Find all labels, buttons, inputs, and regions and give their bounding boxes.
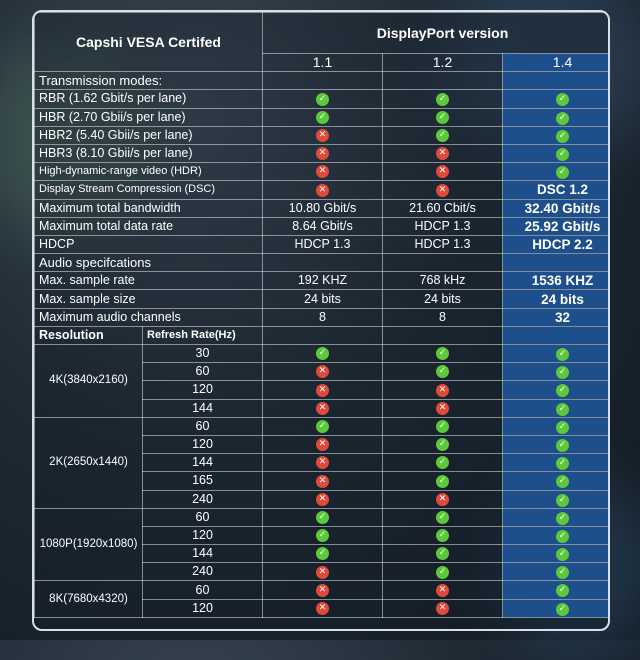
value-cell [263,363,383,381]
cross-circle-icon: ✕ [316,402,329,415]
cross-circle-icon: ✕ [316,384,329,397]
refresh-rate: 120 [143,435,263,453]
cross-circle-icon: ✕ [436,402,449,415]
value-cell [383,363,503,381]
value-cell [263,181,383,199]
value-cell: HDCP 1.3 [263,235,383,253]
row-label: HDCP [35,235,263,253]
refresh-rate: 60 [143,363,263,381]
value-cell [383,345,503,363]
value-cell [503,381,611,399]
check-circle-icon: ✓ [316,420,329,433]
displayport-comparison-table [34,12,610,618]
check-circle-icon: ✓ [556,475,569,488]
value-cell: 8 [263,308,383,326]
value-cell [263,435,383,453]
check-circle-icon: ✓ [556,384,569,397]
row-label: HBR2 (5.40 Gbii/s per lane) [35,126,263,144]
table-row [35,508,611,526]
value-cell [383,163,503,181]
value-cell [503,108,611,126]
check-circle-icon: ✓ [316,347,329,360]
empty-cell [263,254,383,272]
value-cell [263,599,383,617]
table-title: Capshi VESA Certifed [35,13,263,72]
value-cell [503,435,611,453]
refresh-rate: 60 [143,417,263,435]
cross-circle-icon: ✕ [436,602,449,615]
refresh-rate: 120 [143,381,263,399]
value-cell [503,454,611,472]
cross-circle-icon: ✕ [316,129,329,142]
empty-cell [383,326,503,344]
value-cell [503,526,611,544]
check-circle-icon: ✓ [556,93,569,106]
empty-cell [383,254,503,272]
cross-circle-icon: ✕ [316,165,329,178]
resolution-name: 1080P(1920x1080) [35,508,143,581]
empty-cell [503,254,611,272]
section-row [35,254,611,272]
check-circle-icon: ✓ [556,548,569,561]
row-label: Maximum audio channels [35,308,263,326]
check-circle-icon: ✓ [556,148,569,161]
value-cell [383,90,503,108]
version-header: DisplayPort version [263,13,611,54]
value-cell [503,563,611,581]
value-cell [383,472,503,490]
check-circle-icon: ✓ [556,166,569,179]
value-cell [383,454,503,472]
value-cell [383,144,503,162]
value-cell [383,508,503,526]
refresh-rate: 144 [143,399,263,417]
check-circle-icon: ✓ [556,348,569,361]
value-cell: 192 KHZ [263,272,383,290]
check-circle-icon: ✓ [436,438,449,451]
row-label: High-dynamic-range video (HDR) [35,163,263,181]
value-cell [383,126,503,144]
value-cell [383,399,503,417]
table-row [35,217,611,235]
row-label: HBR (2.70 Gbii/s per lane) [35,108,263,126]
value-cell: 24 bits [383,290,503,308]
value-cell [263,545,383,563]
value-cell [383,581,503,599]
value-cell [263,581,383,599]
empty-cell [263,326,383,344]
check-circle-icon: ✓ [436,420,449,433]
value-cell [383,181,503,199]
check-circle-icon: ✓ [436,93,449,106]
check-circle-icon: ✓ [436,129,449,142]
refresh-rate: 165 [143,472,263,490]
check-circle-icon: ✓ [316,111,329,124]
value-cell [503,581,611,599]
refresh-rate: 144 [143,545,263,563]
value-cell [503,508,611,526]
value-cell [503,472,611,490]
value-cell: 24 bits [503,290,611,308]
section-transmission-modes: Transmission modes: [35,72,263,90]
cross-circle-icon: ✕ [436,147,449,160]
value-cell [383,417,503,435]
check-circle-icon: ✓ [436,566,449,579]
value-cell [503,90,611,108]
check-circle-icon: ✓ [556,130,569,143]
value-cell [263,163,383,181]
cross-circle-icon: ✕ [436,184,449,197]
value-cell: 32.40 Gbit/s [503,199,611,217]
cross-circle-icon: ✕ [316,184,329,197]
value-cell [263,563,383,581]
row-label: Maximum total bandwidth [35,199,263,217]
refresh-rate: 120 [143,526,263,544]
table-row [35,235,611,253]
empty-cell [503,326,611,344]
value-cell [263,381,383,399]
value-cell [503,126,611,144]
row-label: Maximum total data rate [35,217,263,235]
check-circle-icon: ✓ [436,365,449,378]
value-cell [383,381,503,399]
table-row [35,272,611,290]
cross-circle-icon: ✕ [436,384,449,397]
row-label: Display Stream Compression (DSC) [35,181,263,199]
cross-circle-icon: ✕ [436,584,449,597]
cross-circle-icon: ✕ [316,147,329,160]
value-cell [383,599,503,617]
section-audio-specifications: Audio specifcations [35,254,263,272]
check-circle-icon: ✓ [316,529,329,542]
value-cell [383,108,503,126]
check-circle-icon: ✓ [556,530,569,543]
refresh-rate: 120 [143,599,263,617]
value-cell: 10.80 Gbit/s [263,199,383,217]
check-circle-icon: ✓ [556,421,569,434]
refresh-rate: 30 [143,345,263,363]
check-circle-icon: ✓ [556,439,569,452]
value-cell [503,163,611,181]
table-row [35,181,611,199]
value-cell: 21.60 Cbit/s [383,199,503,217]
resolution-name: 8K(7680x4320) [35,581,143,617]
resolution-header: Resolution [35,326,143,344]
table-row [35,126,611,144]
value-cell [263,90,383,108]
value-cell [263,417,383,435]
row-label: RBR (1.62 Gbit/s per lane) [35,90,263,108]
value-cell: DSC 1.2 [503,181,611,199]
value-cell [263,508,383,526]
refresh-rate: 240 [143,563,263,581]
value-cell [503,599,611,617]
value-cell: 768 kHz [383,272,503,290]
version-1-2: 1.2 [383,54,503,72]
value-cell: 8.64 Gbit/s [263,217,383,235]
value-cell [263,526,383,544]
table-row [35,199,611,217]
refresh-rate: 60 [143,581,263,599]
cross-circle-icon: ✕ [316,365,329,378]
table-row [35,417,611,435]
check-circle-icon: ✓ [316,93,329,106]
table-row [35,90,611,108]
value-cell: HDCP 1.3 [383,217,503,235]
value-cell [263,399,383,417]
value-cell [503,545,611,563]
value-cell [383,435,503,453]
cross-circle-icon: ✕ [316,438,329,451]
cross-circle-icon: ✕ [316,456,329,469]
cross-circle-icon: ✕ [436,165,449,178]
value-cell: 1536 KHZ [503,272,611,290]
table-row [35,163,611,181]
value-cell [383,563,503,581]
check-circle-icon: ✓ [556,457,569,470]
check-circle-icon: ✓ [316,547,329,560]
check-circle-icon: ✓ [436,475,449,488]
table-row [35,345,611,363]
check-circle-icon: ✓ [316,511,329,524]
refresh-rate: 144 [143,454,263,472]
value-cell: 32 [503,308,611,326]
table-row [35,108,611,126]
check-circle-icon: ✓ [556,494,569,507]
check-circle-icon: ✓ [436,347,449,360]
value-cell: 8 [383,308,503,326]
resolution-name: 2K(2650x1440) [35,417,143,508]
value-cell [263,126,383,144]
check-circle-icon: ✓ [556,366,569,379]
value-cell [383,526,503,544]
cross-circle-icon: ✕ [316,602,329,615]
row-label: HBR3 (8.10 Gbii/s per lane) [35,144,263,162]
table-row [35,308,611,326]
value-cell [263,108,383,126]
resolution-name: 4K(3840x2160) [35,345,143,418]
check-circle-icon: ✓ [556,112,569,125]
refresh-rate: 60 [143,508,263,526]
comparison-table-frame [32,10,610,631]
check-circle-icon: ✓ [556,403,569,416]
version-1-4: 1.4 [503,54,611,72]
cross-circle-icon: ✕ [436,493,449,506]
cross-circle-icon: ✕ [316,493,329,506]
check-circle-icon: ✓ [436,111,449,124]
check-circle-icon: ✓ [436,456,449,469]
cross-circle-icon: ✕ [316,566,329,579]
value-cell: 25.92 Gbit/s [503,217,611,235]
value-cell [383,545,503,563]
value-cell [383,490,503,508]
value-cell [263,454,383,472]
value-cell [263,490,383,508]
value-cell [503,144,611,162]
refresh-rate: 240 [143,490,263,508]
value-cell [263,345,383,363]
table-row [35,581,611,599]
resolution-header-row [35,326,611,344]
check-circle-icon: ✓ [556,584,569,597]
check-circle-icon: ✓ [436,529,449,542]
check-circle-icon: ✓ [436,511,449,524]
value-cell: 24 bits [263,290,383,308]
row-label: Max. sample rate [35,272,263,290]
table-row [35,144,611,162]
version-1-1: 1.1 [263,54,383,72]
value-cell [503,399,611,417]
value-cell [503,363,611,381]
value-cell [503,345,611,363]
check-circle-icon: ✓ [556,603,569,616]
check-circle-icon: ✓ [556,566,569,579]
value-cell [503,417,611,435]
cross-circle-icon: ✕ [316,584,329,597]
value-cell: HDCP 2.2 [503,235,611,253]
check-circle-icon: ✓ [436,547,449,560]
check-circle-icon: ✓ [556,512,569,525]
value-cell [503,490,611,508]
refresh-rate-header: Refresh Rate(Hz) [143,326,263,344]
cross-circle-icon: ✕ [316,475,329,488]
table-row [35,290,611,308]
value-cell: HDCP 1.3 [383,235,503,253]
value-cell [263,472,383,490]
row-label: Max. sample size [35,290,263,308]
value-cell [263,144,383,162]
